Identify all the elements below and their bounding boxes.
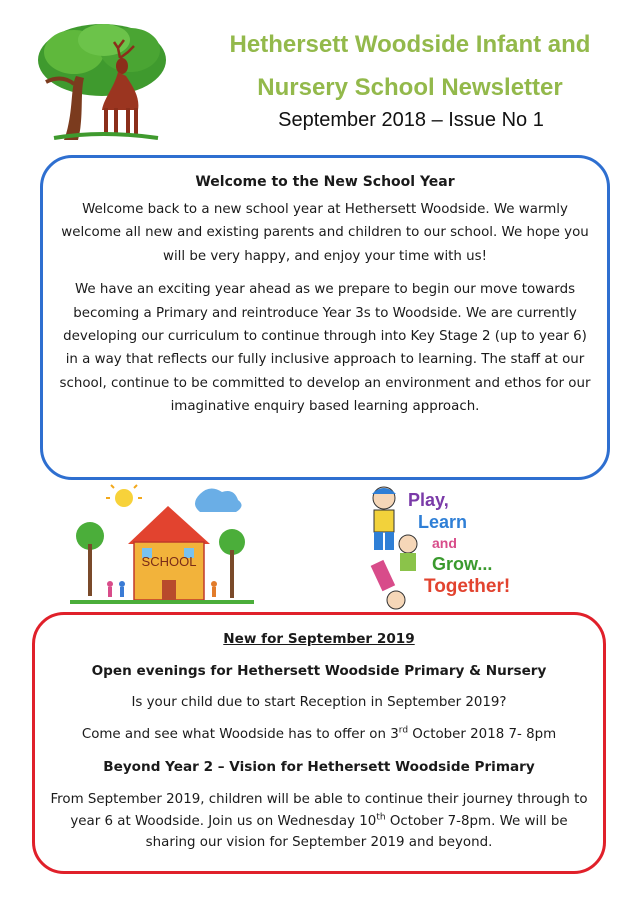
open-evenings-heading: Open evenings for Hethersett Woodside Primary & Nursery <box>91 663 547 679</box>
welcome-heading: Welcome to the New School Year <box>195 174 455 190</box>
beyond-year2-paragraph: From September 2019, children will be able to continue their journey through to year 6 at Woodside. Join us on Wednesday 10th October 7-8pm. We will be sharing our vision for September 2019 and beyond. <box>50 792 588 850</box>
newsletter-title-line2: Nursery School Newsletter <box>257 74 563 101</box>
issue-subtitle: September 2018 – Issue No 1 <box>278 109 544 131</box>
school-logo <box>34 18 170 144</box>
reception-question: Is your child due to start Reception in September 2019? <box>131 695 507 710</box>
together-text: Together! <box>424 576 511 597</box>
beyond-year2-heading: Beyond Year 2 – Vision for Hethersett Woodside Primary <box>103 759 535 775</box>
new-for-2019-heading: New for September 2019 <box>223 631 415 647</box>
welcome-paragraph-1: Welcome back to a new school year at Hethersett Woodside. We warmly welcome all new and existing parents and children to our school. We hope you will be very happy, and enjoy your time with us! <box>61 202 589 264</box>
welcome-box <box>40 155 610 480</box>
learn-text: Learn <box>418 512 468 532</box>
grow-text: Grow... <box>432 554 493 574</box>
school-drawing-image <box>70 484 254 612</box>
newsletter-title-line1: Hethersett Woodside Infant and <box>229 31 591 58</box>
open-evening-date-line: Come and see what Woodside has to offer on 3rd October 2018 7- 8pm <box>81 725 557 742</box>
new-for-2019-box <box>32 612 606 874</box>
and-text: and <box>432 535 457 551</box>
play-text: Play, <box>408 490 449 510</box>
welcome-paragraph-2: We have an exciting year ahead as we prepare to begin our move towards becoming a Primary and reintroduce Year 3s to Woodside. We are currently developing our curriculum to continue through into Key Stage 2 (up to year 6) in a way that reflects our fully inclusive approach to learning. The staff at our school, continue to be committed to develop an environment and ethos for our imaginative enquiry based learning approach. <box>59 282 591 415</box>
school-sign-text: SCHOOL <box>141 554 197 569</box>
play-learn-grow-image <box>362 484 552 612</box>
